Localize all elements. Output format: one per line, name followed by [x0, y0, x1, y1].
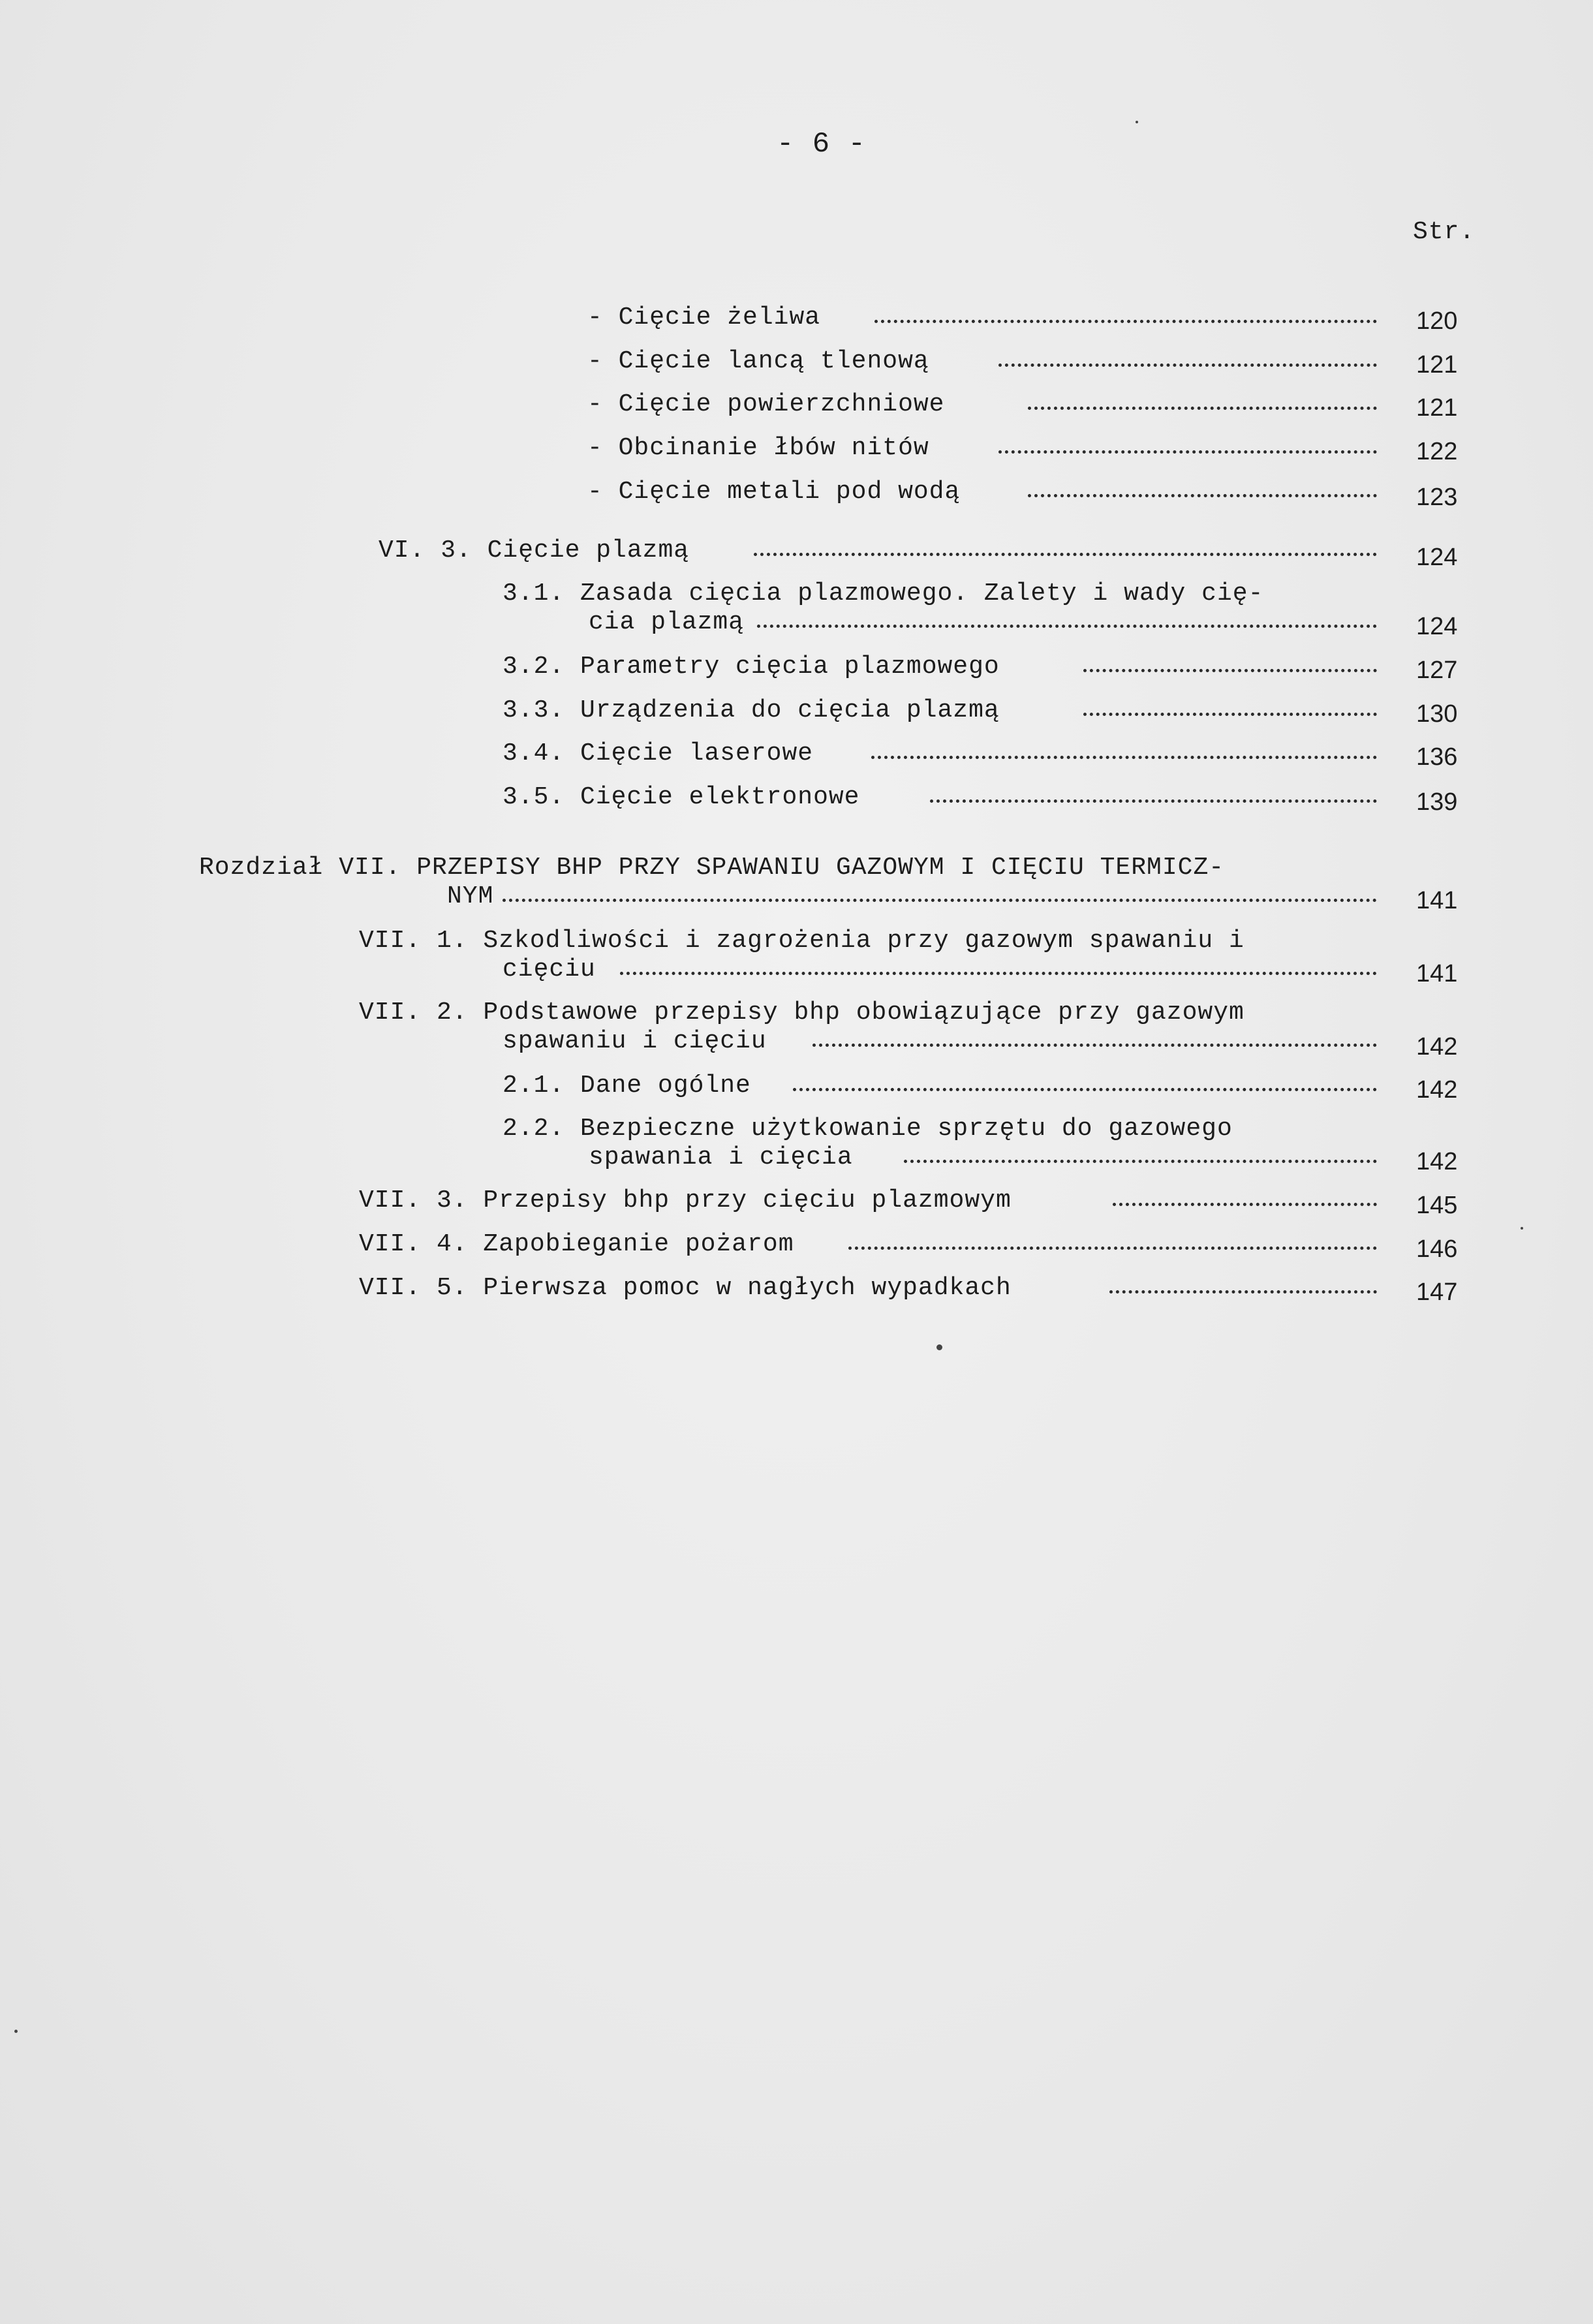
- page-number: - 6 -: [777, 128, 867, 161]
- toc-entry-title: VII. 1. Szkodliwości i zagrożenia przy gazowym spawaniu i: [359, 927, 1245, 955]
- toc-entry-page: 141: [1416, 960, 1458, 987]
- toc-entry-page: 142: [1416, 1033, 1458, 1061]
- dot-leader: [930, 792, 1377, 803]
- toc-entry-page: 142: [1416, 1148, 1458, 1175]
- dot-leader: [1028, 399, 1377, 410]
- toc-entry-page: 146: [1416, 1235, 1458, 1263]
- toc-entry-title: 3.5. Cięcie elektronowe: [503, 783, 860, 811]
- toc-entry-page: 124: [1416, 613, 1458, 640]
- dot-leader: [757, 617, 1377, 628]
- page-column-header: Str.: [1413, 218, 1476, 246]
- dot-leader: [848, 1239, 1377, 1250]
- dot-leader: [812, 1036, 1377, 1047]
- toc-entry-page: 122: [1416, 438, 1458, 465]
- toc-entry-title: VII. 4. Zapobieganie pożarom: [359, 1230, 794, 1258]
- dot-leader: [998, 356, 1377, 367]
- toc-entry-title: Rozdział VII. PRZEPISY BHP PRZY SPAWANIU GAZOWYM I CIĘCIU TERMICZ-: [199, 854, 1225, 882]
- toc-entry-page: 127: [1416, 657, 1458, 684]
- dot-leader: [871, 748, 1377, 759]
- toc-entry-continuation: NYM: [447, 882, 494, 910]
- dot-leader: [793, 1080, 1377, 1091]
- toc-entry-page: 121: [1416, 351, 1458, 379]
- dot-leader: [1113, 1195, 1377, 1206]
- toc-entry-title: - Cięcie metali pod wodą: [587, 478, 961, 506]
- toc-entry-page: 130: [1416, 700, 1458, 728]
- toc-entry-title: VI. 3. Cięcie plazmą: [379, 536, 690, 565]
- dot-leader: [998, 442, 1377, 454]
- toc-entry-title: 3.1. Zasada cięcia plazmowego. Zalety i wady cię-: [503, 580, 1264, 608]
- toc-entry-title: 3.2. Parametry cięcia plazmowego: [503, 653, 1000, 681]
- toc-entry-continuation: cięciu: [503, 955, 596, 984]
- dot-leader: [874, 312, 1377, 323]
- dot-leader: [1028, 486, 1377, 497]
- toc-entry-title: VII. 2. Podstawowe przepisy bhp obowiązujące przy gazowym: [359, 999, 1245, 1027]
- toc-entry-title: 3.3. Urządzenia do cięcia plazmą: [503, 696, 1000, 724]
- toc-entry-title: VII. 3. Przepisy bhp przy cięciu plazmowym: [359, 1186, 1012, 1215]
- toc-entry-title: 2.2. Bezpieczne użytkowanie sprzętu do gazowego: [503, 1115, 1233, 1143]
- toc-entry-continuation: spawaniu i cięciu: [503, 1027, 767, 1055]
- dot-leader: [904, 1152, 1377, 1163]
- scan-speck: [1136, 121, 1138, 123]
- toc-entry-page: 123: [1416, 484, 1458, 511]
- toc-entry-page: 136: [1416, 743, 1458, 771]
- toc-entry-title: - Cięcie powierzchniowe: [587, 390, 945, 418]
- dot-leader: [503, 891, 1377, 902]
- toc-entry-title: - Cięcie lancą tlenową: [587, 347, 929, 375]
- dot-leader: [754, 545, 1377, 556]
- toc-entry-title: 2.1. Dane ogólne: [503, 1072, 751, 1100]
- toc-entry-page: 139: [1416, 788, 1458, 816]
- toc-entry-title: - Cięcie żeliwa: [587, 303, 821, 332]
- toc-entry-page: 121: [1416, 394, 1458, 422]
- scan-speck: [1521, 1227, 1523, 1230]
- scan-speck: [14, 2030, 18, 2033]
- dot-leader: [620, 964, 1377, 975]
- dot-leader: [1083, 661, 1377, 672]
- toc-entry-page: 145: [1416, 1192, 1458, 1219]
- dot-leader: [1109, 1282, 1377, 1294]
- toc-entry-title: VII. 5. Pierwsza pomoc w nagłych wypadkach: [359, 1274, 1012, 1302]
- toc-entry-title: - Obcinanie łbów nitów: [587, 434, 929, 462]
- toc-entry-title: 3.4. Cięcie laserowe: [503, 739, 814, 767]
- toc-entry-continuation: cia plazmą: [589, 608, 745, 636]
- toc-entry-page: 120: [1416, 307, 1458, 335]
- toc-entry-page: 141: [1416, 887, 1458, 914]
- toc-entry-page: 124: [1416, 544, 1458, 571]
- toc-entry-continuation: spawania i cięcia: [589, 1143, 853, 1171]
- scan-speck: [936, 1344, 942, 1350]
- toc-entry-page: 142: [1416, 1076, 1458, 1104]
- dot-leader: [1083, 705, 1377, 716]
- toc-entry-page: 147: [1416, 1278, 1458, 1306]
